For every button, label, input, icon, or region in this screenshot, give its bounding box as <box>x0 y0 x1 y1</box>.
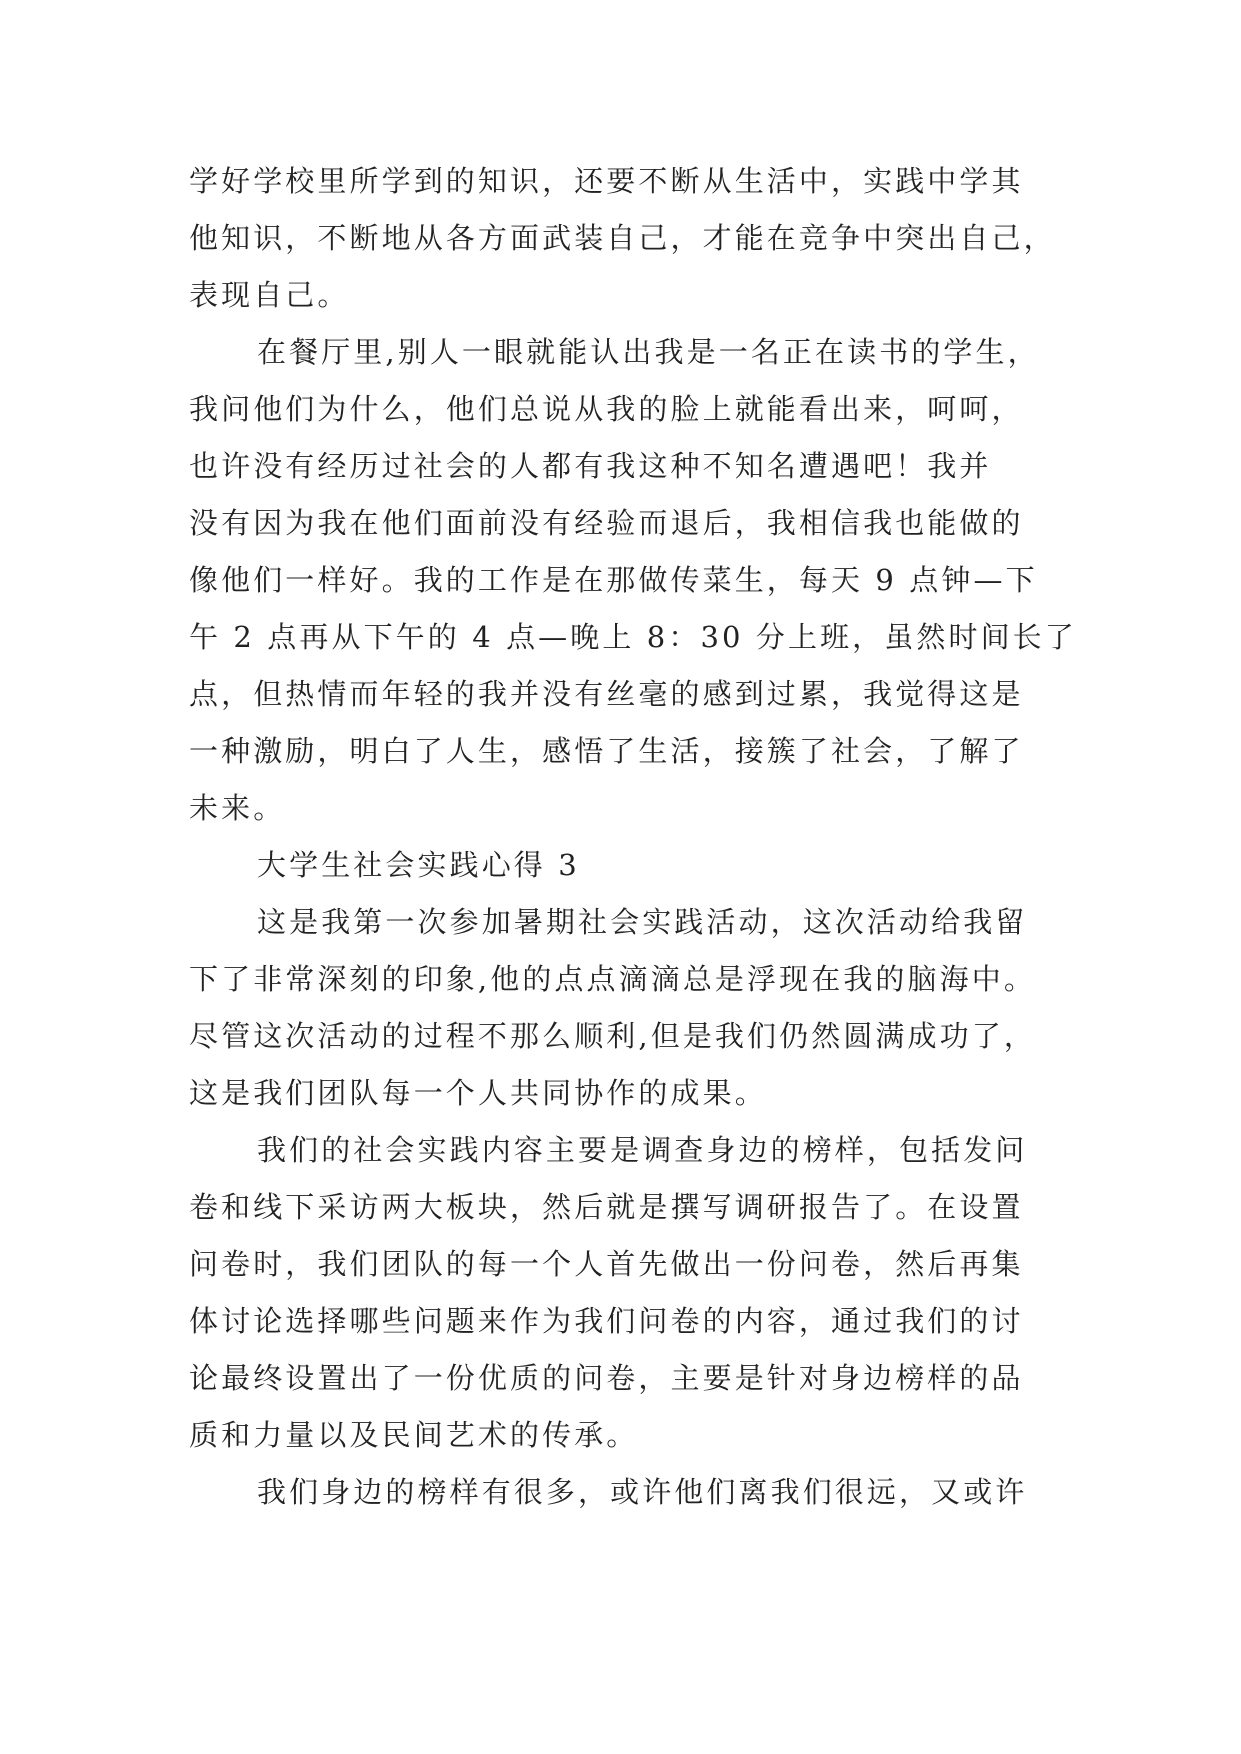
text-line: 没有因为我在他们面前没有经验而退后，我相信我也能做的 <box>189 506 1024 540</box>
text-line: 也许没有经历过社会的人都有我这种不知名遭遇吧！我并 <box>189 449 992 483</box>
section-heading: 大学生社会实践心得 3 <box>257 848 580 882</box>
text-line: 学好学校里所学到的知识，还要不断从生活中，实践中学其 <box>189 164 1024 198</box>
text-line: 下了非常深刻的印象,他的点点滴滴总是浮现在我的脑海中。 <box>189 962 1036 996</box>
text-line: 尽管这次活动的过程不那么顺利,但是我们仍然圆满成功了， <box>189 1019 1036 1053</box>
text-line: 论最终设置出了一份优质的问卷，主要是针对身边榜样的品 <box>189 1361 1024 1395</box>
paragraph-start: 我们身边的榜样有很多，或许他们离我们很远，又或许 <box>257 1475 1028 1509</box>
text-line: 像他们一样好。我的工作是在那做传菜生，每天 9 点钟—下 <box>189 563 1038 597</box>
text-line: 这是我们团队每一个人共同协作的成果。 <box>189 1076 767 1110</box>
paragraph-start: 在餐厅里,别人一眼就能认出我是一名正在读书的学生， <box>257 335 1040 369</box>
text-line: 我问他们为什么，他们总说从我的脸上就能看出来，呵呵， <box>189 392 1024 426</box>
text-line: 他知识，不断地从各方面武装自己，才能在竞争中突出自己， <box>189 221 1056 255</box>
text-line: 问卷时，我们团队的每一个人首先做出一份问卷，然后再集 <box>189 1247 1024 1281</box>
text-line: 体讨论选择哪些问题来作为我们问卷的内容，通过我们的讨 <box>189 1304 1024 1338</box>
text-line: 一种激励，明白了人生，感悟了生活，接簇了社会，了解了 <box>189 734 1024 768</box>
text-line: 未来。 <box>189 791 286 825</box>
text-line: 表现自己。 <box>189 278 350 312</box>
text-line: 点，但热情而年轻的我并没有丝毫的感到过累，我觉得这是 <box>189 677 1024 711</box>
paragraph-start: 我们的社会实践内容主要是调查身边的榜样，包括发问 <box>257 1133 1028 1167</box>
text-line: 午 2 点再从下午的 4 点—晚上 8：30 分上班，虽然时间长了 <box>189 620 1077 654</box>
paragraph-start: 这是我第一次参加暑期社会实践活动，这次活动给我留 <box>257 905 1028 939</box>
text-line: 卷和线下采访两大板块，然后就是撰写调研报告了。在设置 <box>189 1190 1024 1224</box>
text-line: 质和力量以及民间艺术的传承。 <box>189 1418 639 1452</box>
